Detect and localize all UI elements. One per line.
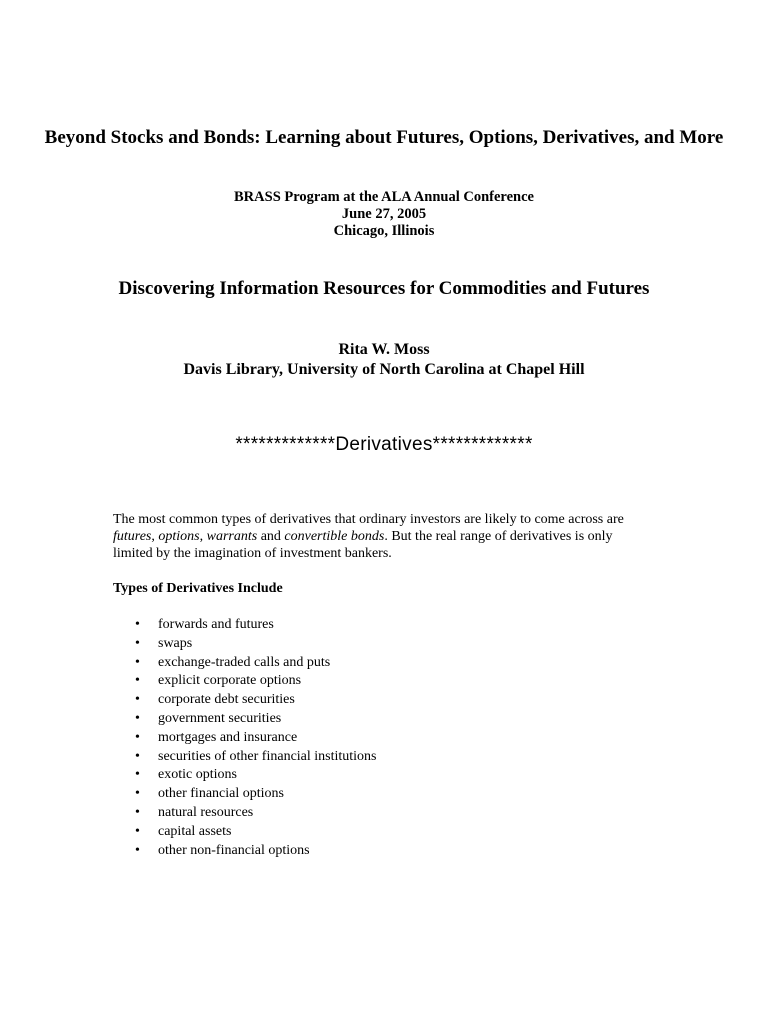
conference-location: Chicago, Illinois (333, 223, 435, 239)
bullet-icon: • (135, 823, 140, 839)
list-item-text: natural resources (158, 804, 254, 820)
list-item-text: government securities (158, 710, 282, 726)
list-item-text: securities of other financial institutions (158, 748, 377, 764)
bullet-icon: • (135, 767, 140, 783)
list-item-text: explicit corporate options (158, 673, 302, 689)
bullet-icon: • (135, 635, 140, 651)
author-name: Rita W. Moss (338, 341, 430, 358)
bullet-icon: • (135, 804, 140, 820)
list-item-text: corporate debt securities (158, 692, 295, 708)
intro-text-end: . But the real range of derivatives is only limited by the imagination of investment bankers. (113, 529, 613, 561)
list-item-text: other non-financial options (158, 842, 310, 858)
intro-term-warrants: warrants (206, 529, 258, 544)
conference-program: BRASS Program at the ALA Annual Conference (234, 189, 534, 205)
list-item-text: mortgages and insurance (158, 729, 298, 745)
list-item-text: exotic options (158, 767, 237, 783)
bullet-icon: • (135, 748, 140, 764)
conference-info (0, 189, 768, 240)
intro-paragraph (113, 511, 653, 562)
bullet-icon: • (135, 692, 140, 708)
bullet-icon: • (135, 729, 140, 745)
conference-date: June 27, 2005 (341, 206, 427, 222)
section-banner: *************Derivatives************* (235, 434, 533, 455)
bullet-icon: • (135, 842, 140, 858)
intro-separator: and (257, 529, 285, 544)
list-item-text: forwards and futures (158, 617, 274, 632)
intro-term-convertible-bonds: convertible bonds (284, 529, 385, 544)
author-affiliation: Davis Library, University of North Carolina at Chapel Hill (183, 361, 585, 378)
list-item-text: swaps (158, 635, 193, 651)
main-title: Beyond Stocks and Bonds: Learning about Futures, Options, Derivatives, and More (44, 127, 724, 148)
author-info (0, 340, 768, 380)
bullet-icon: • (135, 673, 140, 689)
list-item-text: exchange-traded calls and puts (158, 654, 331, 670)
bullet-icon: • (135, 710, 140, 726)
sub-title: Discovering Information Resources for Commodities and Futures (118, 278, 650, 299)
intro-separator: , (199, 529, 207, 544)
bullet-icon: • (135, 654, 140, 670)
intro-separator: , (151, 529, 159, 544)
list-item-text: other financial options (158, 786, 284, 802)
intro-text-start: The most common types of derivatives that ordinary investors are likely to come across are (113, 512, 624, 527)
list-heading: Types of Derivatives Include (113, 581, 283, 596)
intro-term-futures: futures (113, 529, 152, 544)
bullet-icon: • (135, 786, 140, 802)
list-item-text: capital assets (158, 823, 232, 839)
intro-term-options: options (158, 529, 200, 544)
bullet-icon: • (135, 617, 140, 632)
